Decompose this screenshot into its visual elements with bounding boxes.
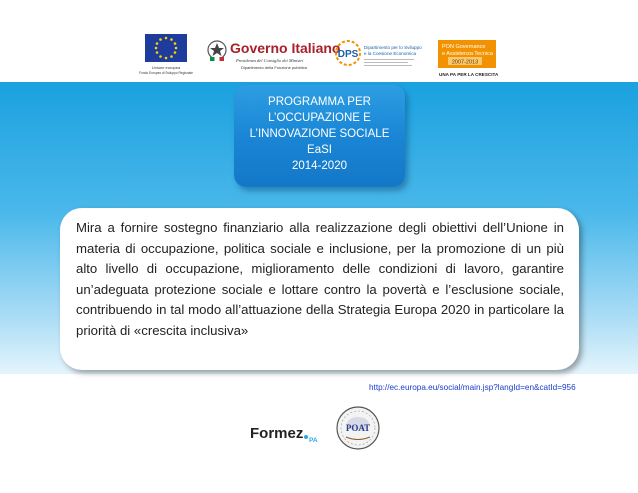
source-link[interactable]: http://ec.europa.eu/social/main.jsp?langId=en&catId=956 [369, 383, 576, 392]
pon-line2: e Assistenza Tecnica [442, 51, 493, 57]
title-line-1: PROGRAMMA PER [268, 96, 371, 108]
pon-tagline: UNA PA PER LA CRESCITA [439, 72, 499, 77]
eu-flag-logo [141, 32, 191, 78]
eu-line2: Fondo Europeo di Sviluppo Regionale [139, 71, 193, 75]
top-logo-strip [0, 0, 638, 84]
eu-line1: Unione europea [151, 65, 181, 70]
description-box [60, 208, 579, 370]
dps-line2: e la Coesione Economica [364, 51, 417, 56]
formez-suffix: PA [309, 437, 318, 444]
poat-logo [334, 404, 382, 452]
governo-title: Governo Italiano [230, 40, 341, 56]
title-line-5: 2014-2020 [292, 160, 347, 172]
pon-line3: 2007-2013 [451, 59, 479, 66]
dps-line1: Dipartimento per lo Sviluppo [364, 45, 422, 50]
poat-name: POAT [345, 423, 371, 433]
bottom-logo-strip [0, 396, 638, 493]
governo-sub2: Dipartimento della Funzione pubblica [241, 65, 307, 70]
dps-mark: DPS [337, 49, 359, 60]
title-line-3: L’INNOVAZIONE SOCIALE [249, 128, 390, 140]
pon-governance-logo [436, 38, 502, 80]
description-text: Mira a fornire sostegno finanziario alla realizzazione degli obiettivi dell’Unione in materia di occupazione, politica sociale e inclusione, per la promozione di un più alto livello di occupazione, miglioramento delle condizioni di lavoro, garantire un’adeguata protezione sociale e lottare contro la povertà e l’esclusione sociale, contribuendo in tal modo all’attuazione della Strategia Europa 2020 in particolare la priorità di «crescita inclusiva» [76, 220, 564, 338]
formez-name: Formez [250, 425, 304, 442]
governo-italiano-logo [206, 36, 341, 76]
dps-logo [333, 38, 423, 78]
title-line-2: L’OCCUPAZIONE E [268, 112, 371, 124]
program-title-box [234, 85, 405, 187]
pon-line1: PON Governance [442, 44, 486, 50]
title-line-4: EaSI [307, 144, 332, 156]
governo-sub1: Presidenza del Consiglio dei Ministri [236, 58, 304, 63]
formez-pa-logo [248, 418, 328, 448]
